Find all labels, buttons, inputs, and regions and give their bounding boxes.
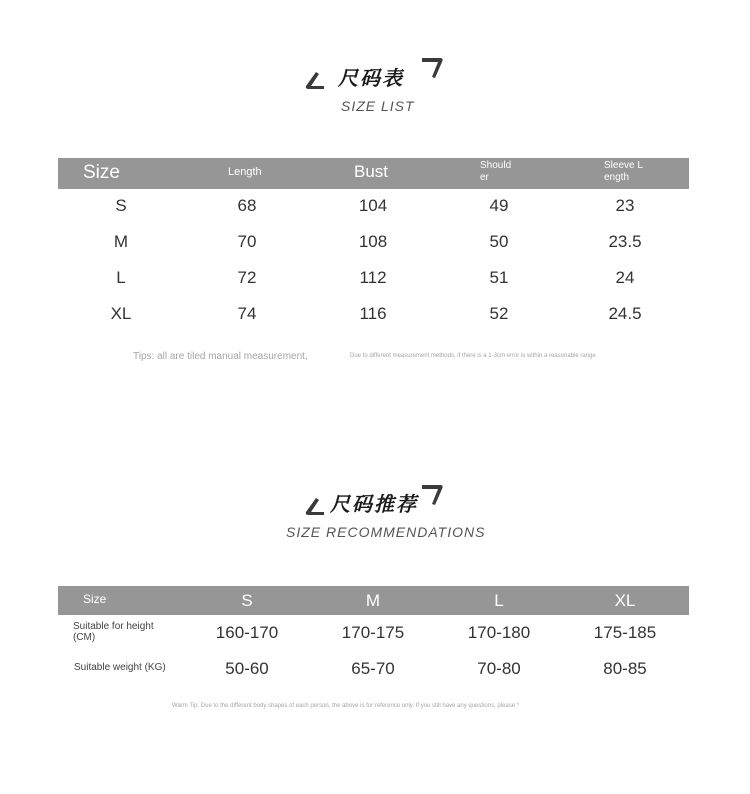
header-m: M bbox=[365, 591, 381, 610]
row-label-weight: Suitable weight (KG) bbox=[74, 662, 166, 673]
table-cell: 70-80 bbox=[477, 659, 521, 678]
header-shoulder: Should er bbox=[480, 160, 512, 183]
table-cell: 175-185 bbox=[593, 623, 657, 642]
size-recommendations-title-en: SIZE RECOMMENDATIONS bbox=[286, 524, 486, 540]
size-recommendations-header bbox=[58, 586, 689, 615]
header-s: S bbox=[241, 591, 253, 610]
table-cell: 72 bbox=[237, 268, 257, 287]
table-cell: 74 bbox=[237, 304, 257, 323]
right-bracket-icon bbox=[420, 56, 446, 80]
size-list-title-zh: 尺码表 bbox=[338, 66, 404, 90]
table-cell: 24 bbox=[615, 268, 635, 287]
table-cell: 116 bbox=[359, 304, 387, 323]
table-cell: 108 bbox=[358, 232, 388, 251]
left-bracket-icon bbox=[302, 496, 328, 518]
header-xl: XL bbox=[614, 591, 636, 610]
row-label-height: Suitable for height (CM) bbox=[73, 621, 154, 643]
header-sleeve-length: Sleeve L ength bbox=[604, 160, 643, 183]
header-size: Size bbox=[83, 162, 120, 183]
table-cell: 170-180 bbox=[467, 623, 531, 642]
size-list-tip-right: Due to different measurement methods, if there is a 1-3cm error is within a reasonable range bbox=[350, 353, 596, 359]
table-cell: M bbox=[113, 232, 129, 251]
table-cell: 104 bbox=[358, 196, 388, 215]
size-list-tip-left: Tips: all are tiled manual measurement, bbox=[133, 351, 308, 362]
table-cell: 160-170 bbox=[215, 623, 279, 642]
table-cell: 51 bbox=[489, 268, 509, 287]
header-bust: Bust bbox=[354, 162, 389, 181]
table-cell: 112 bbox=[359, 268, 387, 287]
table-cell: 23 bbox=[615, 196, 635, 215]
table-cell: L bbox=[116, 268, 126, 287]
table-cell: 23.5 bbox=[608, 232, 642, 251]
header-length: Length bbox=[228, 166, 262, 178]
table-cell: 68 bbox=[237, 196, 257, 215]
table-cell: 52 bbox=[489, 304, 509, 323]
table-cell: 80-85 bbox=[603, 659, 647, 678]
table-cell: 170-175 bbox=[341, 623, 405, 642]
header-size: Size bbox=[83, 592, 107, 606]
table-cell: 50-60 bbox=[225, 659, 269, 678]
table-cell: 50 bbox=[489, 232, 509, 251]
size-recommendations-tip: Warm Tip: Due to the different body shapes of each person, the above is for reference only. If you still have any questions, please * bbox=[172, 703, 520, 709]
table-cell: 24.5 bbox=[608, 304, 642, 323]
table-cell: 70 bbox=[237, 232, 257, 251]
size-list-header bbox=[58, 158, 689, 189]
table-cell: 49 bbox=[489, 196, 509, 215]
left-bracket-icon bbox=[302, 70, 328, 92]
size-recommendations-title-zh: 尺码推荐 bbox=[330, 492, 418, 516]
table-cell: S bbox=[115, 196, 127, 215]
right-bracket-icon bbox=[420, 483, 446, 507]
table-cell: XL bbox=[110, 304, 132, 323]
size-list-title-en: SIZE LIST bbox=[341, 98, 415, 114]
header-l: L bbox=[494, 591, 504, 610]
table-cell: 65-70 bbox=[351, 659, 395, 678]
